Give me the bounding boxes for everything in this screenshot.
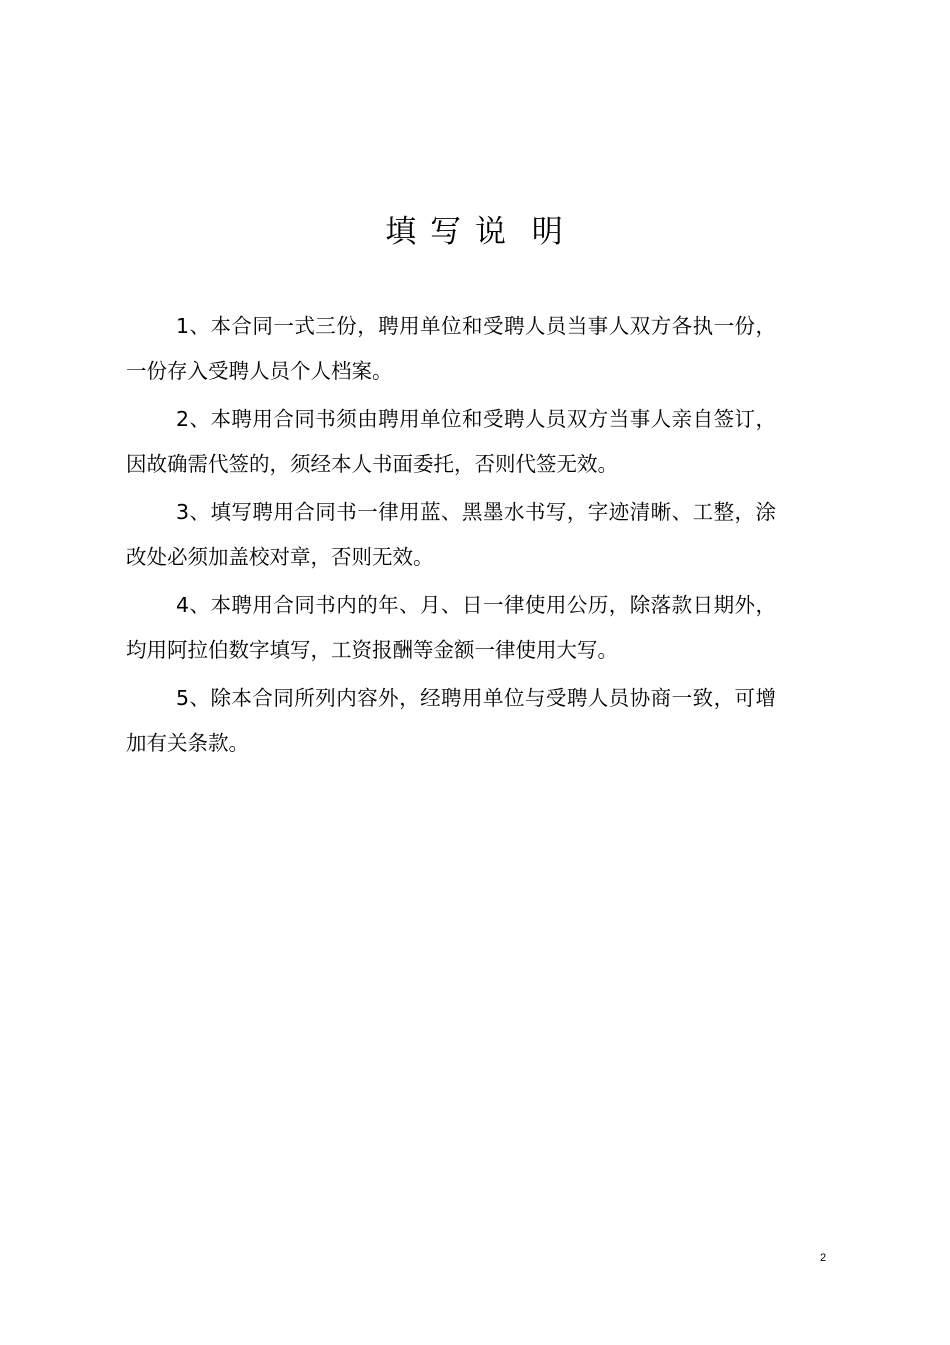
- instructions-body: [126, 304, 776, 769]
- instruction-paragraph-3: 3、填写聘用合同书一律用蓝、黑墨水书写，字迹清晰、工整，涂改处必须加盖校对章，否则无效。: [126, 500, 776, 569]
- page-number: 2: [820, 1252, 827, 1264]
- instruction-paragraph-4: 4、本聘用合同书内的年、月、日一律使用公历，除落款日期外，均用阿拉伯数字填写，工资报酬等金额一律使用大写。: [126, 593, 776, 662]
- page-title: 填 写 说 明: [385, 214, 565, 250]
- instruction-paragraph-5: 5、除本合同所列内容外，经聘用单位与受聘人员协商一致，可增加有关条款。: [126, 686, 776, 755]
- instruction-paragraph-2: 2、本聘用合同书须由聘用单位和受聘人员双方当事人亲自签订，因故确需代签的，须经本人书面委托，否则代签无效。: [126, 407, 776, 476]
- instruction-paragraph-1: 1、本合同一式三份，聘用单位和受聘人员当事人双方各执一份，一份存入受聘人员个人档案。: [126, 314, 776, 383]
